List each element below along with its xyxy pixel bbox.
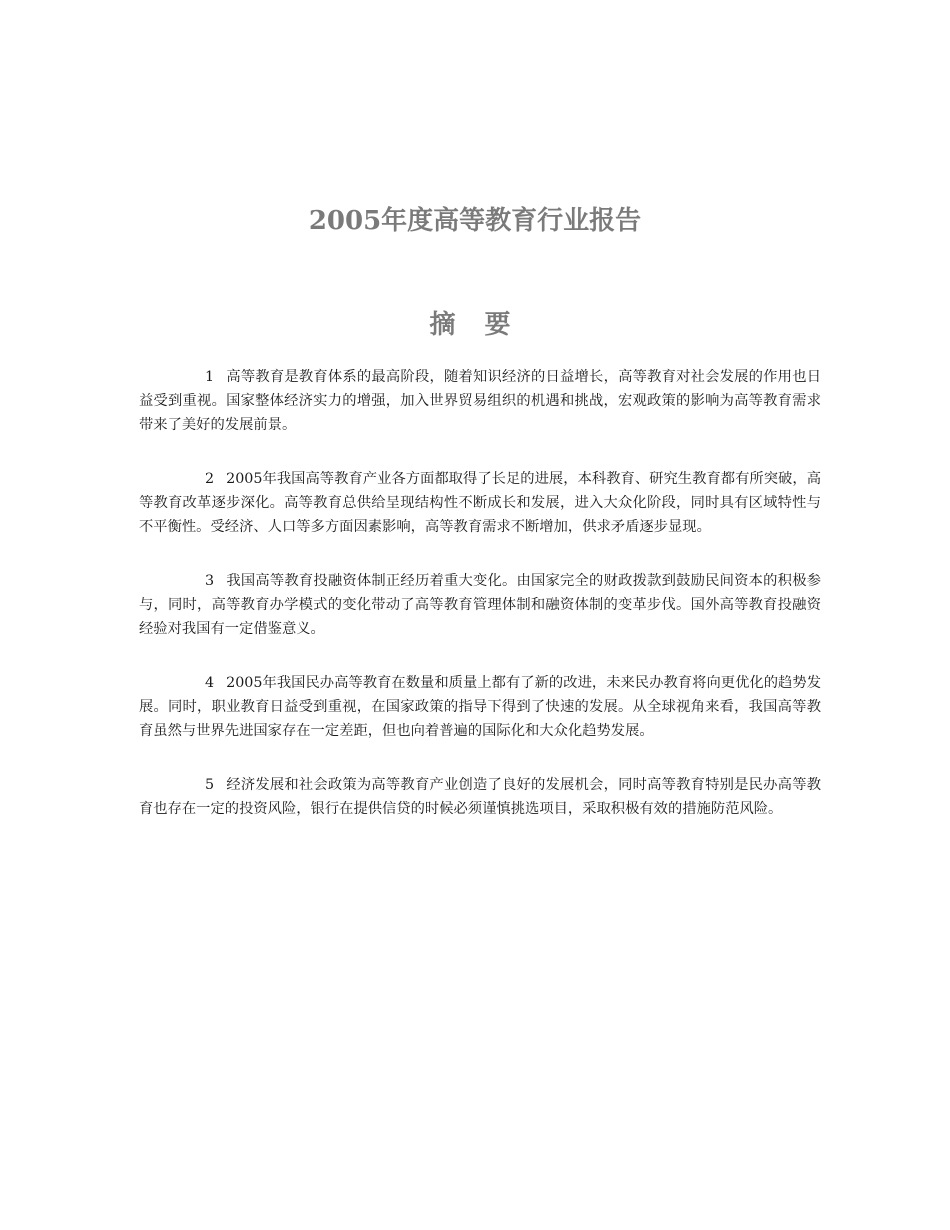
paragraph-text: 我国高等教育投融资体制正经历着重大变化。由国家完全的财政拨款到鼓励民间资本的积极参与，同时，高等教育办学模式的变化带动了高等教育管理体制和融资体制的变革步伐。国外高等教育投融资经验对我国有一定借鉴意义。 — [139, 573, 821, 637]
abstract-heading: 摘 要 — [429, 310, 521, 340]
paragraph-number: 1 — [205, 369, 215, 385]
abstract-paragraph-1 — [139, 365, 821, 437]
abstract-paragraph-5 — [139, 773, 821, 821]
abstract-paragraph-2 — [139, 467, 821, 539]
document-title: 2005年度高等教育行业报告 — [308, 206, 642, 236]
paragraph-text: 经济发展和社会政策为高等教育产业创造了良好的发展机会，同时高等教育特别是民办高等教育也存在一定的投资风险，银行在提供信贷的时候必须谨慎挑选项目，采取积极有效的措施防范风险。 — [139, 777, 821, 817]
paragraph-text: 高等教育是教育体系的最高阶段，随着知识经济的日益增长，高等教育对社会发展的作用也日益受到重视。国家整体经济实力的增强，加入世界贸易组织的机遇和挑战，宏观政策的影响为高等教育需求带来了美好的发展前景。 — [139, 369, 821, 433]
paragraph-number: 4 — [205, 675, 215, 691]
abstract-body — [139, 365, 821, 851]
paragraph-number: 5 — [205, 777, 215, 793]
abstract-paragraph-3 — [139, 569, 821, 641]
abstract-paragraph-4 — [139, 671, 821, 743]
paragraph-number: 2 — [205, 471, 215, 487]
paragraph-number: 3 — [205, 573, 215, 589]
paragraph-text: 2005年我国民办高等教育在数量和质量上都有了新的改进，未来民办教育将向更优化的趋势发展。同时，职业教育日益受到重视，在国家政策的指导下得到了快速的发展。从全球视角来看，我国高等教育虽然与世界先进国家存在一定差距，但也向着普遍的国际化和大众化趋势发展。 — [139, 675, 821, 739]
paragraph-text: 2005年我国高等教育产业各方面都取得了长足的进展，本科教育、研究生教育都有所突破，高等教育改革逐步深化。高等教育总供给呈现结构性不断成长和发展，进入大众化阶段，同时具有区域特性与不平衡性。受经济、人口等多方面因素影响，高等教育需求不断增加，供求矛盾逐步显现。 — [139, 471, 821, 535]
